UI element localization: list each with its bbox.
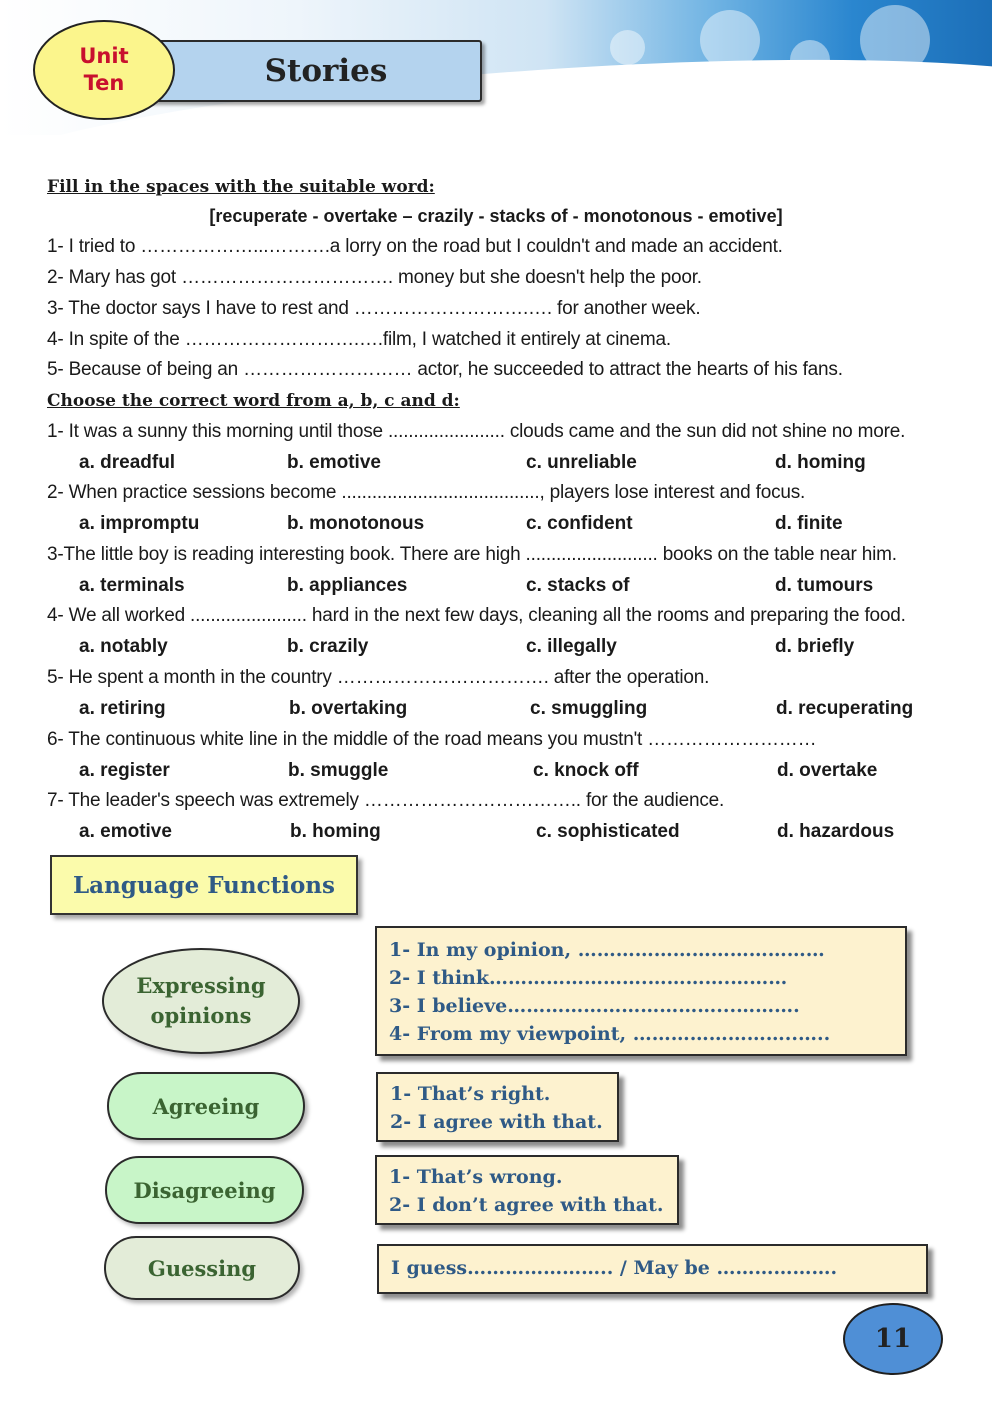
option-c: c. confident <box>526 513 633 534</box>
question-text: 6- The continuous white line in the middle of the road means you mustn't ……………………… <box>47 729 817 750</box>
agreeing-box <box>376 1072 619 1142</box>
option-a: a. dreadful <box>79 452 176 473</box>
option-a: a. emotive <box>79 821 172 842</box>
option-b: b. monotonous <box>287 513 425 534</box>
option-c: c. unreliable <box>526 452 637 473</box>
unit-title-box <box>148 40 482 102</box>
option-a: a. terminals <box>79 575 185 596</box>
option-d: d. finite <box>775 513 843 534</box>
option-d: d. briefly <box>775 636 855 657</box>
expressing-opinions-box <box>375 926 907 1056</box>
disagreeing-pill <box>105 1156 304 1224</box>
disagreeing-phrase: 1- That’s wrong. <box>389 1166 563 1188</box>
agreeing-pill <box>107 1072 305 1140</box>
disagreeing-box <box>375 1155 679 1225</box>
fill-in-item: 2- Mary has got ……………………………. money but she doesn't help the poor. <box>47 267 702 288</box>
question-text: 2- When practice sessions become ......................................., players lose interest and focus. <box>47 482 806 503</box>
agreeing-phrase: 1- That’s right. <box>390 1083 551 1105</box>
guessing-pill <box>104 1236 300 1300</box>
opinion-phrase: 2- I think…………………….………….……… <box>389 967 788 989</box>
fill-in-item: 5- Because of being an ……………………… actor, he succeeded to attract the hearts of his fans. <box>47 359 843 380</box>
expressing-label: Expressing <box>136 973 266 998</box>
question-text: 1- It was a sunny this morning until those ....................... clouds came and the sun did not shine no more. <box>47 421 906 442</box>
unit-number: Ten <box>83 71 125 95</box>
agreeing-phrase: 2- I agree with that. <box>390 1111 603 1133</box>
opinion-phrase: 1- In my opinion, ………………………………… <box>389 939 825 961</box>
language-functions-title <box>50 855 358 915</box>
fill-in-heading: Fill in the spaces with the suitable word: <box>47 177 435 197</box>
option-a: a. notably <box>79 636 168 657</box>
banner-bokeh <box>610 30 645 65</box>
unit-label: Unit <box>79 44 129 68</box>
option-d: d. homing <box>775 452 866 473</box>
option-d: d. recuperating <box>776 698 914 719</box>
fill-in-item: 1- I tried to ………………...……….a lorry on the road but I couldn't and made an accident. <box>47 236 783 257</box>
fill-in-item: 4- In spite of the ……………………….….film, I watched it entirely at cinema. <box>47 329 671 350</box>
fill-in-item: 3- The doctor says I have to rest and ……………………….…. for another week. <box>47 298 701 319</box>
expressing-opinions-pill <box>102 948 300 1054</box>
question-text: 5- He spent a month in the country ……………………………. after the operation. <box>47 667 710 688</box>
question-text: 4- We all worked ....................... hard in the next few days, cleaning all the rooms and preparing the food. <box>47 605 906 626</box>
agreeing-label: Agreeing <box>152 1093 260 1119</box>
opinions-label: opinions <box>150 1003 252 1028</box>
option-a: a. retiring <box>79 698 166 719</box>
option-b: b. emotive <box>287 452 381 473</box>
option-d: d. hazardous <box>777 821 895 842</box>
option-c: c. illegally <box>526 636 617 657</box>
unit-title: Stories <box>264 53 388 89</box>
option-b: b. crazily <box>287 636 369 657</box>
option-b: b. smuggle <box>288 760 389 781</box>
unit-badge <box>33 20 175 120</box>
page-number-badge <box>843 1303 943 1375</box>
opinion-phrase: 3- I believe……………………………...………. <box>389 995 800 1017</box>
option-a: a. register <box>79 760 170 781</box>
disagreeing-label: Disagreeing <box>133 1177 276 1203</box>
opinion-phrase: 4- From my viewpoint, ……………………..….. <box>389 1023 831 1045</box>
option-c: c. knock off <box>533 760 639 781</box>
option-b: b. overtaking <box>289 698 408 719</box>
option-d: d. overtake <box>777 760 878 781</box>
question-text: 7- The leader's speech was extremely …………………………….. for the audience. <box>47 790 725 811</box>
question-text: 3-The little boy is reading interesting book. There are high .......................... books on the table near him. <box>47 544 897 565</box>
choose-heading: Choose the correct word from a, b, c and d: <box>47 391 460 411</box>
guessing-label: Guessing <box>147 1255 257 1281</box>
page-number: 11 <box>874 1324 912 1354</box>
option-a: a. impromptu <box>79 513 200 534</box>
guessing-box <box>377 1244 928 1294</box>
option-b: b. homing <box>290 821 381 842</box>
option-c: c. sophisticated <box>536 821 680 842</box>
guessing-phrase: I guess………………….. / May be ………………. <box>391 1257 838 1279</box>
word-bank: [recuperate - overtake – crazily - stacks of - monotonous - emotive] <box>209 206 783 226</box>
option-c: c. smuggling <box>530 698 648 719</box>
language-functions-label: Language Functions <box>73 871 335 899</box>
option-d: d. tumours <box>775 575 874 596</box>
option-b: b. appliances <box>287 575 408 596</box>
disagreeing-phrase: 2- I don’t agree with that. <box>389 1194 664 1216</box>
option-c: c. stacks of <box>526 575 630 596</box>
